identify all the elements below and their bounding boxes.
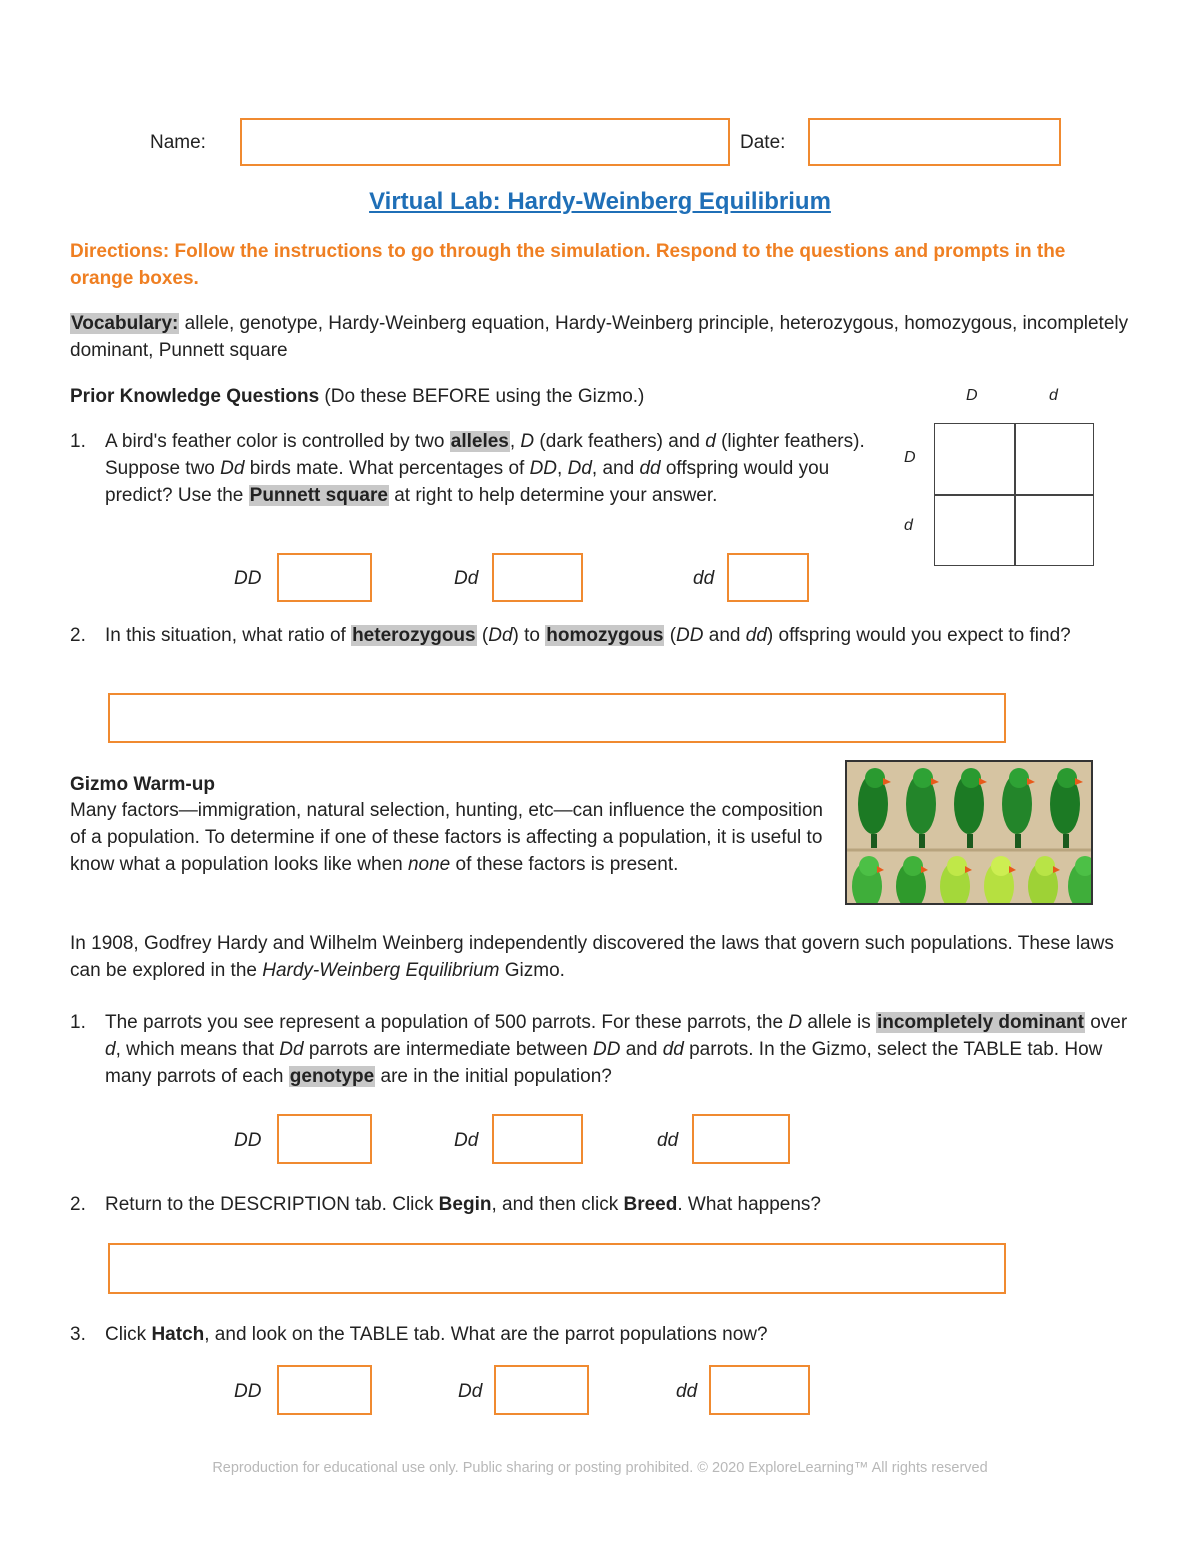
t: none xyxy=(407,854,451,875)
t: offspring would you predict? Use the xyxy=(105,458,830,506)
t: at right to help determine your answer. xyxy=(388,485,718,506)
answer-label-Dd: Dd xyxy=(458,1381,483,1402)
t: dd xyxy=(662,1039,684,1060)
t: Breed xyxy=(623,1194,678,1215)
warmup-q3-answer-DD[interactable] xyxy=(277,1365,372,1415)
term-punnett-square: Punnett square xyxy=(249,485,388,506)
t: , and xyxy=(591,458,640,479)
warmup-q1-answer-dd[interactable] xyxy=(692,1114,790,1164)
t: Return to the DESCRIPTION tab. Click xyxy=(105,1194,439,1215)
t: Dd xyxy=(279,1039,304,1060)
t: Gizmo. xyxy=(499,960,565,981)
prior-knowledge-heading xyxy=(70,383,644,410)
t: Dd xyxy=(567,458,592,479)
t: over xyxy=(1084,1012,1128,1033)
term-incompletely-dominant: incompletely dominant xyxy=(877,1012,1084,1033)
vocabulary xyxy=(70,310,1130,364)
page-title: Virtual Lab: Hardy-Weinberg Equilibrium xyxy=(369,188,831,215)
term-alleles: alleles xyxy=(450,431,509,452)
t: The parrots you see represent a population of 500 parrots. For these parrots, the xyxy=(105,1012,789,1033)
prior-q2-answer[interactable] xyxy=(108,693,1006,743)
name-field[interactable] xyxy=(240,118,730,166)
punnett-square xyxy=(934,423,1094,566)
vocabulary-text: allele, genotype, Hardy-Weinberg equation, Hardy-Weinberg principle, heterozygous, homozygous, incompletely dominant, Punnett square xyxy=(70,313,1129,361)
punnett-divider xyxy=(935,494,1093,496)
t: Hardy-Weinberg Equilibrium xyxy=(262,960,500,981)
t: of these factors is present. xyxy=(450,854,679,875)
warmup-paragraph-2 xyxy=(70,930,1130,984)
warmup-q3-number: 3. xyxy=(70,1324,86,1345)
punnett-col-label-d: d xyxy=(1049,387,1058,404)
t: parrots are intermediate between xyxy=(303,1039,593,1060)
t: DD xyxy=(592,1039,621,1060)
t: ) to xyxy=(512,625,546,646)
answer-label-Dd: Dd xyxy=(454,568,479,589)
t: Dd xyxy=(220,458,245,479)
answer-label-Dd: Dd xyxy=(454,1130,479,1151)
t: Hatch xyxy=(151,1324,205,1345)
prior-q2-text xyxy=(105,622,1135,649)
t: d xyxy=(105,1039,116,1060)
punnett-col-label-D: D xyxy=(966,387,978,404)
warmup-q1-answer-DD[interactable] xyxy=(277,1114,372,1164)
term-genotype: genotype xyxy=(289,1066,375,1087)
t: , and then click xyxy=(491,1194,624,1215)
t: are in the initial population? xyxy=(375,1066,612,1087)
parrot-population-image xyxy=(845,760,1093,905)
name-label: Name: xyxy=(150,132,206,153)
answer-label-dd: dd xyxy=(676,1381,698,1402)
t: , xyxy=(557,458,568,479)
term-homozygous: homozygous xyxy=(546,625,664,646)
t: , which means that xyxy=(115,1039,280,1060)
t: Click xyxy=(105,1324,152,1345)
t: birds mate. What percentages of xyxy=(244,458,530,479)
t: dd xyxy=(639,458,661,479)
prior-answer-Dd[interactable] xyxy=(492,553,583,602)
warmup-q2-number: 2. xyxy=(70,1194,86,1215)
t: D xyxy=(520,431,535,452)
t: In this situation, what ratio of xyxy=(105,625,352,646)
footer-copyright: Reproduction for educational use only. Public sharing or posting prohibited. © 2020 ExploreLearning™ All rights reserved xyxy=(212,1460,988,1476)
t: In 1908, Godfrey Hardy and Wilhelm Weinberg independently discovered the laws that govern such populations. These laws can be explored in the xyxy=(70,933,1114,981)
term-heterozygous: heterozygous xyxy=(352,625,476,646)
prior-heading-text: Prior Knowledge Questions xyxy=(70,386,320,407)
prior-q2-number: 2. xyxy=(70,625,86,646)
prior-q1-number: 1. xyxy=(70,431,86,452)
warmup-q2-answer[interactable] xyxy=(108,1243,1006,1294)
answer-label-DD: DD xyxy=(234,1130,262,1151)
directions: Directions: Follow the instructions to go through the simulation. Respond to the questions and prompts in the orange boxes. xyxy=(70,241,1066,289)
punnett-row-label-D: D xyxy=(904,449,916,466)
t: . What happens? xyxy=(677,1194,821,1215)
punnett-row-label-d: d xyxy=(904,517,913,534)
t: allele is xyxy=(802,1012,876,1033)
t: ( xyxy=(476,625,489,646)
date-field[interactable] xyxy=(808,118,1061,166)
t: Many factors—immigration, natural selection, hunting, etc—can influence the composition of a population. To determine if one of these factors is affecting a population, it is useful to know what a population looks like when xyxy=(70,800,823,875)
t: , and look on the TABLE tab. What are the parrot populations now? xyxy=(204,1324,768,1345)
t: (lighter feathers). Suppose two xyxy=(105,431,865,479)
prior-answer-dd[interactable] xyxy=(727,553,809,602)
warmup-q2-text xyxy=(105,1191,1135,1218)
vocabulary-label: Vocabulary: xyxy=(71,313,179,334)
answer-label-DD: DD xyxy=(234,1381,262,1402)
warmup-q3-answer-dd[interactable] xyxy=(709,1365,810,1415)
t: Dd xyxy=(488,625,513,646)
t: (dark feathers) and xyxy=(534,431,706,452)
prior-q1-text xyxy=(105,428,885,509)
t: ( xyxy=(664,625,677,646)
t: and xyxy=(703,625,746,646)
warmup-q3-text xyxy=(105,1321,1135,1348)
warmup-heading: Gizmo Warm-up xyxy=(70,774,215,795)
warmup-q1-number: 1. xyxy=(70,1012,86,1033)
prior-answer-DD[interactable] xyxy=(277,553,372,602)
t: D xyxy=(788,1012,803,1033)
t: A bird's feather color is controlled by two xyxy=(105,431,450,452)
answer-label-dd: dd xyxy=(693,568,715,589)
t: d xyxy=(705,431,716,452)
t: DD xyxy=(529,458,558,479)
t: Begin xyxy=(438,1194,492,1215)
t: , xyxy=(509,431,521,452)
t: and xyxy=(620,1039,663,1060)
t: DD xyxy=(676,625,704,646)
answer-label-DD: DD xyxy=(234,568,262,589)
warmup-q1-text xyxy=(105,1009,1140,1090)
t: parrots. In the Gizmo, select the TABLE tab. How many parrots of each xyxy=(105,1039,1103,1087)
t: ) offspring would you expect to find? xyxy=(766,625,1071,646)
warmup-paragraph-1 xyxy=(70,797,830,878)
prior-heading-note: (Do these BEFORE using the Gizmo.) xyxy=(319,386,645,407)
warmup-q1-answer-Dd[interactable] xyxy=(492,1114,583,1164)
date-label: Date: xyxy=(740,132,786,153)
answer-label-dd: dd xyxy=(657,1130,679,1151)
t: dd xyxy=(745,625,767,646)
warmup-q3-answer-Dd[interactable] xyxy=(494,1365,589,1415)
parrots-illustration xyxy=(847,762,1091,903)
